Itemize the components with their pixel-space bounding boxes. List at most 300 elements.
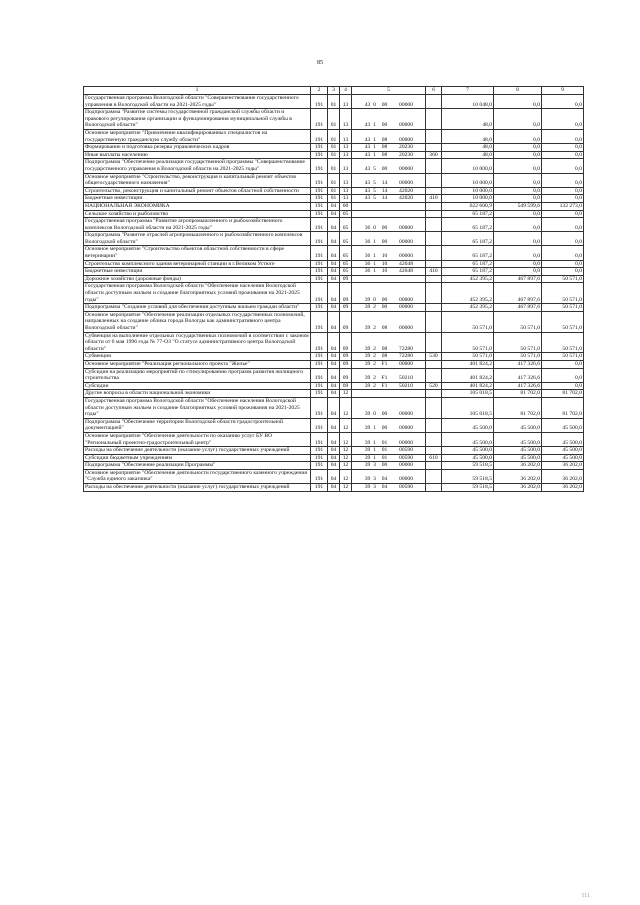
- amount-2022: 549 599,6: [494, 202, 542, 210]
- section-code: 04: [328, 275, 340, 283]
- header-row: [84, 87, 584, 95]
- subprogram-code: 5: [373, 195, 376, 202]
- subsection-code: 05: [340, 268, 352, 276]
- table-row: [84, 260, 584, 268]
- subsection-code: 13: [340, 173, 352, 187]
- amount-2023: 0,0: [542, 187, 584, 195]
- amount-2021: 65 187,2: [442, 260, 494, 268]
- subprogram-code: 1: [373, 122, 376, 129]
- table-row: [84, 202, 584, 210]
- amount-2022: 0,0: [494, 144, 542, 152]
- header-cell: 2: [311, 87, 328, 95]
- target-article: [352, 218, 426, 232]
- expense-type: [426, 368, 442, 382]
- table-row: [84, 151, 584, 159]
- program-code: 39: [364, 382, 371, 389]
- target-article: [352, 382, 426, 390]
- amount-2022: 417 326,6: [494, 360, 542, 368]
- direction-code: 42048: [399, 260, 413, 267]
- row-name: Иные выплаты населению: [84, 151, 311, 159]
- amount-2022: 45 500,0: [494, 447, 542, 455]
- grbs-code: 191: [311, 144, 328, 152]
- expense-type: [426, 275, 442, 283]
- direction-code: 72280: [399, 345, 413, 352]
- header-cell: 9: [542, 87, 584, 95]
- section-code: 04: [328, 447, 340, 455]
- section-code: 04: [328, 304, 340, 312]
- section-code: 04: [328, 368, 340, 382]
- grbs-code: 191: [311, 484, 328, 492]
- subprogram-code: 0: [373, 224, 376, 231]
- subsection-code: 05: [340, 210, 352, 218]
- amount-2023: 50 571,0: [542, 332, 584, 353]
- amount-2023: 36 202,0: [542, 462, 584, 470]
- section-code: 01: [328, 195, 340, 203]
- direction-code: 72280: [399, 353, 413, 360]
- grbs-code: 191: [311, 332, 328, 353]
- grbs-code: 191: [311, 397, 328, 418]
- section-code: 04: [328, 432, 340, 446]
- amount-2023: 0,0: [542, 232, 584, 246]
- amount-2021: 45 500,0: [442, 447, 494, 455]
- activity-code: 00: [381, 304, 388, 311]
- table-row: [84, 129, 584, 143]
- section-code: 04: [328, 311, 340, 332]
- subprogram-code: 1: [373, 238, 376, 245]
- expense-type: [426, 210, 442, 218]
- expense-type: [426, 246, 442, 260]
- program-code: 39: [364, 375, 371, 382]
- amount-2022: 0,0: [494, 246, 542, 260]
- grbs-code: 191: [311, 210, 328, 218]
- grbs-code: 191: [311, 368, 328, 382]
- page-number: 85: [317, 60, 323, 66]
- expense-type: [426, 418, 442, 432]
- target-article: [352, 260, 426, 268]
- subprogram-code: 2: [373, 345, 376, 352]
- amount-2021: 65 187,2: [442, 268, 494, 276]
- grbs-code: 191: [311, 432, 328, 446]
- activity-code: 14: [381, 187, 388, 194]
- activity-code: 00: [381, 101, 388, 108]
- amount-2023: 45 500,0: [542, 447, 584, 455]
- subprogram-code: 2: [373, 375, 376, 382]
- activity-code: 08: [381, 136, 388, 143]
- header-cell: 8: [494, 87, 542, 95]
- amount-2023: 50 571,0: [542, 283, 584, 304]
- section-code: 04: [328, 397, 340, 418]
- table-row: [84, 95, 584, 109]
- activity-code: 10: [381, 253, 388, 260]
- expense-type: [426, 129, 442, 143]
- table-row: [84, 397, 584, 418]
- target-article: [352, 311, 426, 332]
- expense-type: [426, 218, 442, 232]
- row-name: Бюджетные инвестиции: [84, 268, 311, 276]
- amount-2021: 401 824,2: [442, 368, 494, 382]
- program-code: 39: [364, 484, 371, 491]
- subsection-code: 13: [340, 144, 352, 152]
- amount-2021: 401 824,2: [442, 382, 494, 390]
- row-name: Государственная программа Вологодской области "Обеспечение населения Вологодской области доступным жильем и создание благоприятных условий проживания на 2021-2025 годы": [84, 283, 311, 304]
- amount-2021: 59 518,5: [442, 462, 494, 470]
- amount-2023: 0,0: [542, 246, 584, 260]
- subprogram-code: 0: [373, 296, 376, 303]
- direction-code: 00000: [399, 411, 413, 418]
- row-name: Государственная программа "Развитие агропромышленного и рыбохозяйственного комплексов Вологодской области на 2021-2025 годы": [84, 218, 311, 232]
- activity-code: 08: [381, 144, 388, 151]
- row-name: Субвенция на выполнение отдельных государственных полномочий в соответствии с законом области от 6 мая 1996 года № 77-ОЗ "О статусе административного центра Вологодской области": [85, 332, 309, 352]
- target-article: [352, 484, 426, 492]
- amount-2023: 0,0: [542, 218, 584, 232]
- activity-code: 14: [381, 180, 388, 187]
- direction-code: 20230: [399, 144, 413, 151]
- direction-code: 00000: [399, 325, 413, 331]
- target-article: [352, 210, 426, 218]
- direction-code: 00000: [399, 296, 413, 303]
- target-article: [352, 397, 426, 418]
- table-row: [84, 484, 584, 492]
- amount-2022: 0,0: [494, 109, 542, 130]
- amount-2023: 36 202,0: [542, 484, 584, 492]
- grbs-code: 191: [311, 202, 328, 210]
- activity-code: 00: [381, 296, 388, 303]
- activity-code: 08: [381, 151, 388, 158]
- subsection-code: 13: [340, 159, 352, 173]
- subsection-code: 12: [340, 454, 352, 462]
- direction-code: 00000: [399, 238, 413, 245]
- grbs-code: 191: [311, 109, 328, 130]
- row-name: Сельское хозяйство и рыболовство: [84, 210, 311, 218]
- subprogram-code: 5: [373, 165, 376, 172]
- direction-code: 00590: [399, 484, 413, 491]
- target-article: [352, 95, 426, 109]
- amount-2022: 467 897,6: [494, 304, 542, 312]
- header-cell: 6: [426, 87, 442, 95]
- direction-code: 42020: [399, 195, 413, 202]
- direction-code: 00000: [399, 439, 413, 446]
- row-name: Основное мероприятие "Обеспечение деятельности государственного казенного учреждения "Служба единого заказчика": [84, 469, 311, 483]
- amount-2023: 0,0: [542, 268, 584, 276]
- target-article: [352, 454, 426, 462]
- table-row: [84, 447, 584, 455]
- amount-2022: 45 500,0: [494, 418, 542, 432]
- activity-code: 04: [381, 484, 388, 491]
- amount-2023: 81 702,0: [542, 390, 584, 398]
- subsection-code: 13: [340, 129, 352, 143]
- amount-2022: 417 326,6: [494, 382, 542, 390]
- direction-code: 00590: [399, 454, 413, 461]
- target-article: [352, 109, 426, 130]
- row-name: Расходы на обеспечение деятельности (оказание услуг) государственных учреждений: [84, 447, 311, 455]
- amount-2021: 10 000,0: [442, 173, 494, 187]
- subsection-code: 09: [340, 275, 352, 283]
- amount-2023: 0,0: [542, 95, 584, 109]
- section-code: 04: [328, 232, 340, 246]
- direction-code: 50210: [399, 375, 413, 382]
- direction-code: 00000: [399, 360, 413, 367]
- grbs-code: 191: [311, 246, 328, 260]
- target-article: [352, 360, 426, 368]
- expense-type: [426, 469, 442, 483]
- target-article: [352, 232, 426, 246]
- target-article: [352, 332, 426, 353]
- direction-code: 00000: [399, 180, 413, 187]
- subsection-code: 13: [340, 95, 352, 109]
- subsection-code: 12: [340, 397, 352, 418]
- amount-2023: 0,0: [542, 109, 584, 130]
- amount-2022: 0,0: [494, 173, 542, 187]
- amount-2023: 0,0: [542, 195, 584, 203]
- amount-2022: 50 571,0: [494, 332, 542, 353]
- subprogram-code: 1: [373, 144, 376, 151]
- program-code: 39: [364, 325, 371, 331]
- row-name: Дорожное хозяйство (дорожные фонды): [84, 275, 311, 283]
- activity-code: 08: [381, 345, 388, 352]
- amount-2021: 622 600,9: [442, 202, 494, 210]
- expense-type: [426, 462, 442, 470]
- activity-code: 08: [381, 325, 388, 331]
- expense-type: 520: [426, 382, 442, 390]
- row-name: Строительство, реконструкция и капитальный ремонт объектов областной собственности: [84, 187, 311, 195]
- direction-code: 00000: [399, 476, 413, 483]
- program-code: 43: [364, 151, 371, 158]
- grbs-code: 191: [311, 283, 328, 304]
- program-code: 39: [364, 439, 371, 446]
- expense-type: [426, 260, 442, 268]
- grbs-code: 191: [311, 311, 328, 332]
- grbs-code: 191: [311, 304, 328, 312]
- expense-type: 410: [426, 268, 442, 276]
- amount-2023: 50 571,0: [542, 353, 584, 361]
- table-row: [84, 109, 584, 130]
- subsection-code: 13: [340, 187, 352, 195]
- grbs-code: 191: [311, 195, 328, 203]
- target-article: [352, 418, 426, 432]
- activity-code: 04: [381, 476, 388, 483]
- row-name: Основное мероприятие "Строительство, реконструкция и капитальный ремонт объектов общегосударственного назначения": [84, 173, 311, 187]
- table-row: [84, 246, 584, 260]
- subsection-code: 09: [340, 283, 352, 304]
- table-row: [84, 469, 584, 483]
- program-code: 36: [364, 253, 371, 260]
- grbs-code: 191: [311, 95, 328, 109]
- expense-type: [426, 109, 442, 130]
- table-row: [84, 454, 584, 462]
- section-code: 01: [328, 144, 340, 152]
- amount-2022: 0,0: [494, 151, 542, 159]
- subsection-code: 12: [340, 447, 352, 455]
- table-row: [84, 418, 584, 432]
- grbs-code: 191: [311, 353, 328, 361]
- header-cell: 3: [328, 87, 340, 95]
- subprogram-code: 2: [373, 353, 376, 360]
- subprogram-code: 0: [373, 101, 376, 108]
- target-article: [352, 283, 426, 304]
- activity-code: 00: [381, 122, 388, 129]
- amount-2021: 45 500,0: [442, 432, 494, 446]
- target-article: [352, 368, 426, 382]
- activity-code: 14: [381, 195, 388, 202]
- amount-2023: 36 202,0: [542, 469, 584, 483]
- row-name: Государственная программа Вологодской области "Совершенствование государственного управления в Вологодской области на 2021-2025 годы": [84, 95, 311, 109]
- table-row: [84, 187, 584, 195]
- grbs-code: 191: [311, 151, 328, 159]
- row-name: Формирование и подготовка резерва управленческих кадров: [84, 144, 311, 152]
- expense-type: [426, 332, 442, 353]
- direction-code: 00000: [399, 462, 413, 469]
- grbs-code: 191: [311, 360, 328, 368]
- amount-2023: 0,0: [542, 360, 584, 368]
- activity-code: 00: [381, 462, 388, 469]
- table-row: [84, 360, 584, 368]
- header-cell: 7: [442, 87, 494, 95]
- grbs-code: 191: [311, 447, 328, 455]
- subsection-code: 09: [340, 382, 352, 390]
- section-code: 04: [328, 202, 340, 210]
- amount-2021: 65 187,2: [442, 210, 494, 218]
- program-code: 43: [364, 165, 371, 172]
- program-code: 43: [364, 180, 371, 187]
- subprogram-code: 5: [373, 187, 376, 194]
- amount-2022: 50 571,0: [494, 311, 542, 332]
- direction-code: 42020: [399, 187, 413, 194]
- subprogram-code: 1: [373, 447, 376, 454]
- amount-2022: 0,0: [494, 232, 542, 246]
- grbs-code: 191: [311, 232, 328, 246]
- subsection-code: 09: [340, 304, 352, 312]
- program-code: 39: [364, 454, 371, 461]
- table-row: [84, 144, 584, 152]
- target-article: [352, 447, 426, 455]
- amount-2023: 45 500,0: [542, 418, 584, 432]
- target-article: [352, 195, 426, 203]
- table-row: [84, 432, 584, 446]
- target-article: [352, 159, 426, 173]
- table-row: [84, 232, 584, 246]
- amount-2023: 0,0: [542, 129, 584, 143]
- section-code: 04: [328, 484, 340, 492]
- section-code: 01: [328, 109, 340, 130]
- section-code: 01: [328, 173, 340, 187]
- expense-type: [426, 95, 442, 109]
- section-code: 04: [328, 353, 340, 361]
- section-code: 04: [328, 390, 340, 398]
- program-code: 39: [364, 462, 371, 469]
- amount-2021: 45 500,0: [442, 454, 494, 462]
- subprogram-code: 5: [373, 180, 376, 187]
- activity-code: 10: [381, 260, 388, 267]
- section-code: 04: [328, 332, 340, 353]
- amount-2023: 0,0: [542, 151, 584, 159]
- expense-type: [426, 304, 442, 312]
- table-row: [84, 353, 584, 361]
- amount-2022: 36 202,0: [494, 469, 542, 483]
- target-article: [352, 390, 426, 398]
- expense-type: [426, 232, 442, 246]
- amount-2021: 50 571,0: [442, 311, 494, 332]
- amount-2023: 0,0: [542, 210, 584, 218]
- amount-2021: 59 518,5: [442, 469, 494, 483]
- activity-code: 10: [381, 268, 388, 275]
- grbs-code: 191: [311, 187, 328, 195]
- amount-2021: 10 048,0: [442, 95, 494, 109]
- amount-2022: 45 500,0: [494, 454, 542, 462]
- table-row: [84, 390, 584, 398]
- program-code: 36: [364, 260, 371, 267]
- expense-type: [426, 447, 442, 455]
- expense-type: 360: [426, 151, 442, 159]
- direction-code: 00000: [399, 136, 413, 143]
- section-code: 04: [328, 418, 340, 432]
- table-row: [84, 382, 584, 390]
- section-code: 04: [328, 246, 340, 260]
- direction-code: 00000: [399, 101, 413, 108]
- subsection-code: 12: [340, 432, 352, 446]
- amount-2022: 0,0: [494, 95, 542, 109]
- amount-2022: 0,0: [494, 268, 542, 276]
- row-name: Основное мероприятие "Привлечение квалифицированных специалистов на государственную гражданскую службу области": [84, 129, 311, 143]
- program-code: 39: [364, 353, 371, 360]
- section-code: 01: [328, 95, 340, 109]
- direction-code: 42048: [399, 268, 413, 275]
- amount-2021: 65 187,2: [442, 232, 494, 246]
- grbs-code: 191: [311, 390, 328, 398]
- direction-code: 20230: [399, 151, 413, 158]
- amount-2021: 10 000,0: [442, 159, 494, 173]
- program-code: 43: [364, 122, 371, 129]
- amount-2021: 10 000,0: [442, 195, 494, 203]
- subprogram-code: 3: [373, 476, 376, 483]
- subprogram-code: 2: [373, 382, 376, 389]
- program-code: 39: [364, 304, 371, 311]
- subprogram-code: 1: [373, 454, 376, 461]
- expense-type: [426, 159, 442, 173]
- target-article: [352, 129, 426, 143]
- amount-2023: 0,0: [542, 382, 584, 390]
- table-row: [84, 332, 584, 353]
- program-code: 43: [364, 187, 371, 194]
- target-article: [352, 275, 426, 283]
- amount-2021: 452 395,2: [442, 304, 494, 312]
- amount-2023: 0,0: [542, 159, 584, 173]
- subsection-code: 13: [340, 151, 352, 159]
- direction-code: 00590: [399, 447, 413, 454]
- amount-2022: 50 571,0: [494, 353, 542, 361]
- amount-2023: 50 571,0: [542, 304, 584, 312]
- program-code: 39: [364, 425, 371, 432]
- expense-type: [426, 173, 442, 187]
- program-code: 39: [364, 345, 371, 352]
- expense-type: [426, 484, 442, 492]
- target-article: [352, 144, 426, 152]
- target-article: [352, 469, 426, 483]
- amount-2022: 0,0: [494, 187, 542, 195]
- activity-code: 00: [381, 224, 388, 231]
- subsection-code: 05: [340, 232, 352, 246]
- amount-2023: 0,0: [542, 368, 584, 382]
- amount-2023: 50 571,0: [542, 275, 584, 283]
- grbs-code: 191: [311, 260, 328, 268]
- program-code: 43: [364, 101, 371, 108]
- target-article: [352, 462, 426, 470]
- subprogram-code: 2: [373, 360, 376, 367]
- activity-code: 01: [381, 447, 388, 454]
- row-name: Государственная программа Вологодской области "Обеспечение населения Вологодской области доступным жильем и создание благоприятных условий проживания на 2021-2025 годы": [84, 397, 311, 418]
- table-row: [84, 218, 584, 232]
- amount-2021: 50 571,0: [442, 353, 494, 361]
- activity-code: 01: [381, 454, 388, 461]
